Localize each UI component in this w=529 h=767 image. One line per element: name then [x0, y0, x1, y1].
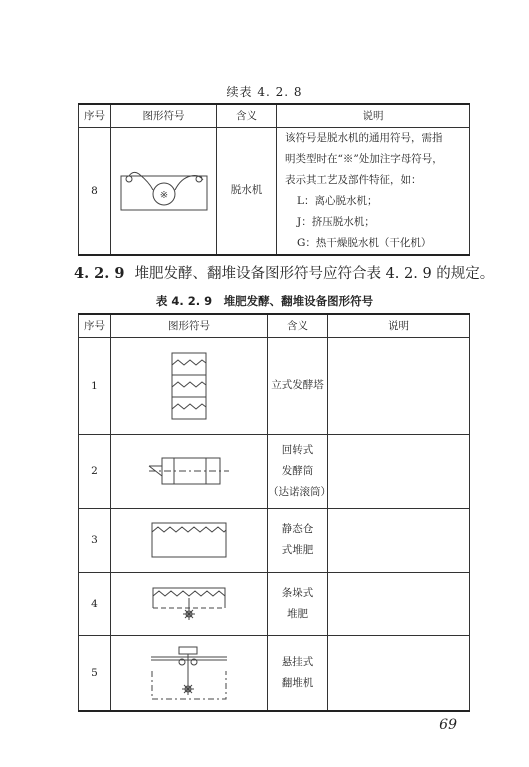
clause-number: 4. 2. 9: [74, 265, 125, 282]
row-description: [328, 337, 470, 434]
meaning-line: 回转式: [281, 443, 314, 456]
description-line: 该符号是脱水机的通用符号，需指: [285, 131, 443, 144]
row-description: [328, 572, 470, 635]
dewatering-machine-icon: [119, 168, 209, 214]
row-no: 1: [79, 337, 111, 434]
meaning-line: 条垛式: [281, 586, 314, 599]
meaning-line: （达诺滚筒）: [268, 485, 331, 498]
symbol-cell: [111, 337, 268, 434]
table-row: [79, 635, 470, 711]
row-meaning: [268, 337, 328, 434]
row-meaning: [268, 635, 328, 711]
table-row: [79, 337, 470, 434]
row-description: [328, 434, 470, 508]
description-line: 表示其工艺及部件特征，如：: [285, 173, 422, 186]
row-description: [328, 508, 470, 572]
table-row: [79, 127, 470, 255]
header-symbol: 图形符号: [111, 104, 217, 127]
rotary-fermentation-drum-icon: [147, 454, 231, 488]
header-no: 序号: [79, 314, 111, 337]
page-number: 69: [439, 717, 457, 733]
clause-paragraph: [74, 262, 494, 283]
header-no: 序号: [79, 104, 111, 127]
table-header-row: [79, 104, 470, 127]
row-no: 4: [79, 572, 111, 635]
meaning-line: 翻堆机: [281, 676, 314, 689]
table-4-2-9: [78, 313, 470, 712]
meaning-line: 立式发酵塔: [271, 379, 324, 391]
symbol-cell: [111, 127, 217, 255]
row-meaning: [268, 508, 328, 572]
row-no: 5: [79, 635, 111, 711]
table-title: 表 4. 2. 9 堆肥发酵、翻堆设备图形符号: [155, 294, 374, 308]
description-line: 明类型时在“※”处加注字母符号，: [285, 152, 443, 165]
suspended-turner-icon: [149, 645, 229, 701]
meaning-line: 式堆肥: [281, 544, 314, 556]
header-meaning: 含义: [268, 314, 328, 337]
row-no: 2: [79, 434, 111, 508]
table-header-row: [79, 314, 470, 337]
meaning-line: 堆肥: [287, 607, 308, 620]
table-row: [79, 572, 470, 635]
row-description: [328, 635, 470, 711]
row-meaning: [268, 434, 331, 508]
header-description: 说明: [328, 314, 470, 337]
description-line: L：离心脱水机；: [297, 194, 378, 207]
table-4-2-8-continued: [78, 103, 470, 256]
symbol-cell: [111, 434, 268, 508]
meaning-line: 悬挂式: [281, 655, 314, 668]
description-line: J：挤压脱水机；: [297, 215, 375, 228]
header-description: 说明: [277, 104, 470, 127]
windrow-composting-icon: [151, 584, 227, 624]
header-symbol: 图形符号: [111, 314, 268, 337]
row-no: 8: [79, 127, 111, 255]
vertical-fermentation-tower-icon: [169, 351, 209, 421]
row-description: [277, 127, 470, 255]
static-bin-composting-icon: [150, 520, 228, 560]
table-row: [79, 508, 470, 572]
header-meaning: 含义: [217, 104, 277, 127]
symbol-cell: [111, 572, 268, 635]
symbol-cell: [111, 635, 268, 711]
row-no: 3: [79, 508, 111, 572]
meaning-line: 静态仓: [281, 523, 314, 535]
clause-text: 堆肥发酵、翻堆设备图形符号应符合表 4. 2. 9 的规定。: [134, 266, 495, 282]
svg-text:※: ※: [159, 189, 168, 201]
symbol-cell: [111, 508, 268, 572]
description-line: G：热干燥脱水机（干化机）: [297, 236, 432, 249]
continued-table-title: 续表 4. 2. 8: [226, 85, 303, 99]
row-meaning: [268, 572, 328, 635]
meaning-line: 发酵筒: [281, 464, 314, 477]
table-row: [79, 434, 470, 508]
row-meaning: 脱水机: [217, 127, 277, 255]
